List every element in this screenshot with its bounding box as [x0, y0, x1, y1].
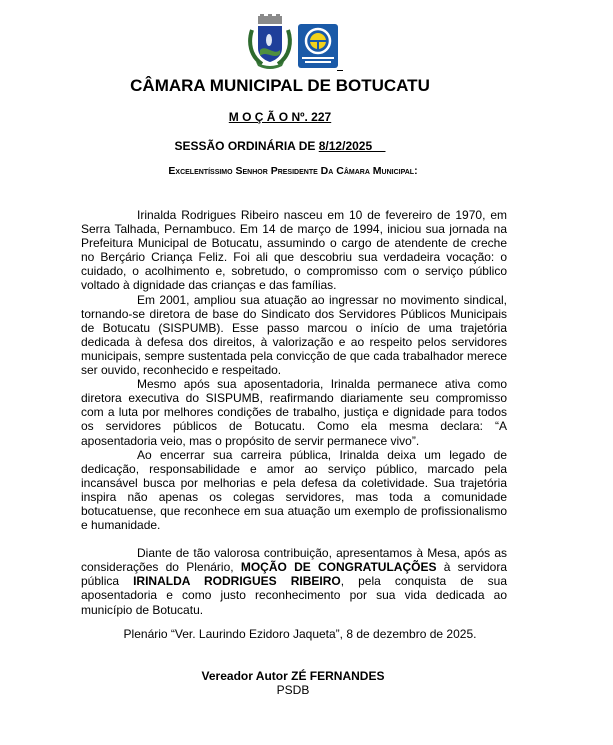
closing-paragraph — [81, 546, 507, 616]
closing-text: à servidora pública — [81, 560, 507, 589]
title-text: CÂMARA MUNICIPAL DE BOTUCATU — [130, 76, 430, 95]
session-line — [0, 139, 560, 153]
paragraph: Ao encerrar sua carreira pública, Irinalda deixa um legado de dedicação, responsabilidade e amor ao serviço público, marcado pela incansável busca por melhorias e pela defesa da coletividade. Sua trajetória inspira não apenas os colegas servidores, mas toda a comunidade botucatuense, que reconhece em sua atuação um exemplo de profissionalismo e humanidade. — [81, 447, 507, 533]
mocao-text: M O Ç Ã O Nº. 227 — [228, 110, 332, 124]
honoree-name: IRINALDA RODRIGUES RIBEIRO — [133, 574, 341, 589]
plenary-date-line: Plenário “Ver. Laurindo Ezidoro Jaqueta”, 8 de dezembro de 2025. — [123, 627, 477, 641]
camara-municipal-logo-icon — [298, 24, 338, 68]
header-logos — [246, 14, 338, 70]
page-title — [0, 76, 560, 96]
author-signature: Vereador Autor ZÉ FERNANDES — [201, 669, 385, 683]
paragraph: Mesmo após sua aposentadoria, Irinalda permanece ativa como diretora executiva do SISPUMB, reafirmando diariamente seu compromisso com a luta por melhores condições de trabalho, justiça e dignidade para todos os servidores públicos de Botucatu. Como ela mesma declara: “A aposentadoria veio, mas o propósito de servir permanece vivo”. — [81, 377, 507, 448]
botucatu-coat-of-arms-icon — [246, 14, 294, 70]
session-label: SESSÃO ORDINÁRIA DE — [174, 139, 319, 153]
closing-text: , pela conquista de sua aposentadoria e como justo reconhecimento por sua vida dedicada ao município de Botucatu. — [81, 574, 507, 617]
paragraph: Irinalda Rodrigues Ribeiro nasceu em 10 de fevereiro de 1970, em Serra Talhada, Pernambuco. Em 14 de março de 1994, iniciou sua jornada na Prefeitura Municipal de Botucatu, assumindo o cargo de atendente de creche no Berçário Criança Feliz. Foi ali que descobriu sua verdadeira vocação: o cuidado, o acolhimento e, sobretudo, o compromisso com o serviço público voltado à dignidade das crianças e das famílias. — [81, 208, 507, 293]
salutation: Excelentíssimo Senhor Presidente Da Câmara Municipal: — [168, 165, 418, 177]
mocao-number — [0, 110, 560, 124]
decorative-dash — [337, 70, 343, 71]
motion-type: MOÇÃO DE CONGRATULAÇÕES — [240, 560, 437, 575]
session-date: 8/12/2025 — [318, 139, 386, 153]
closing-text: Diante de tão valorosa contribuição, apresentamos à Mesa, após as considerações do Plenário, — [81, 546, 507, 575]
author-party: PSDB — [276, 683, 310, 697]
document-body — [81, 208, 507, 617]
paragraph: Em 2001, ampliou sua atuação ao ingressar no movimento sindical, tornando-se diretora de base do Sindicato dos Servidores Públicos Municipais de Botucatu (SISPUMB). Esse passo marcou o início de uma trajetória dedicada à defesa dos direitos, à valorização e ao respeito pelos servidores municipais, sempre sustentada pela convicção de que cada trabalhador merece ser ouvido, reconhecido e respeitado. — [81, 292, 507, 378]
